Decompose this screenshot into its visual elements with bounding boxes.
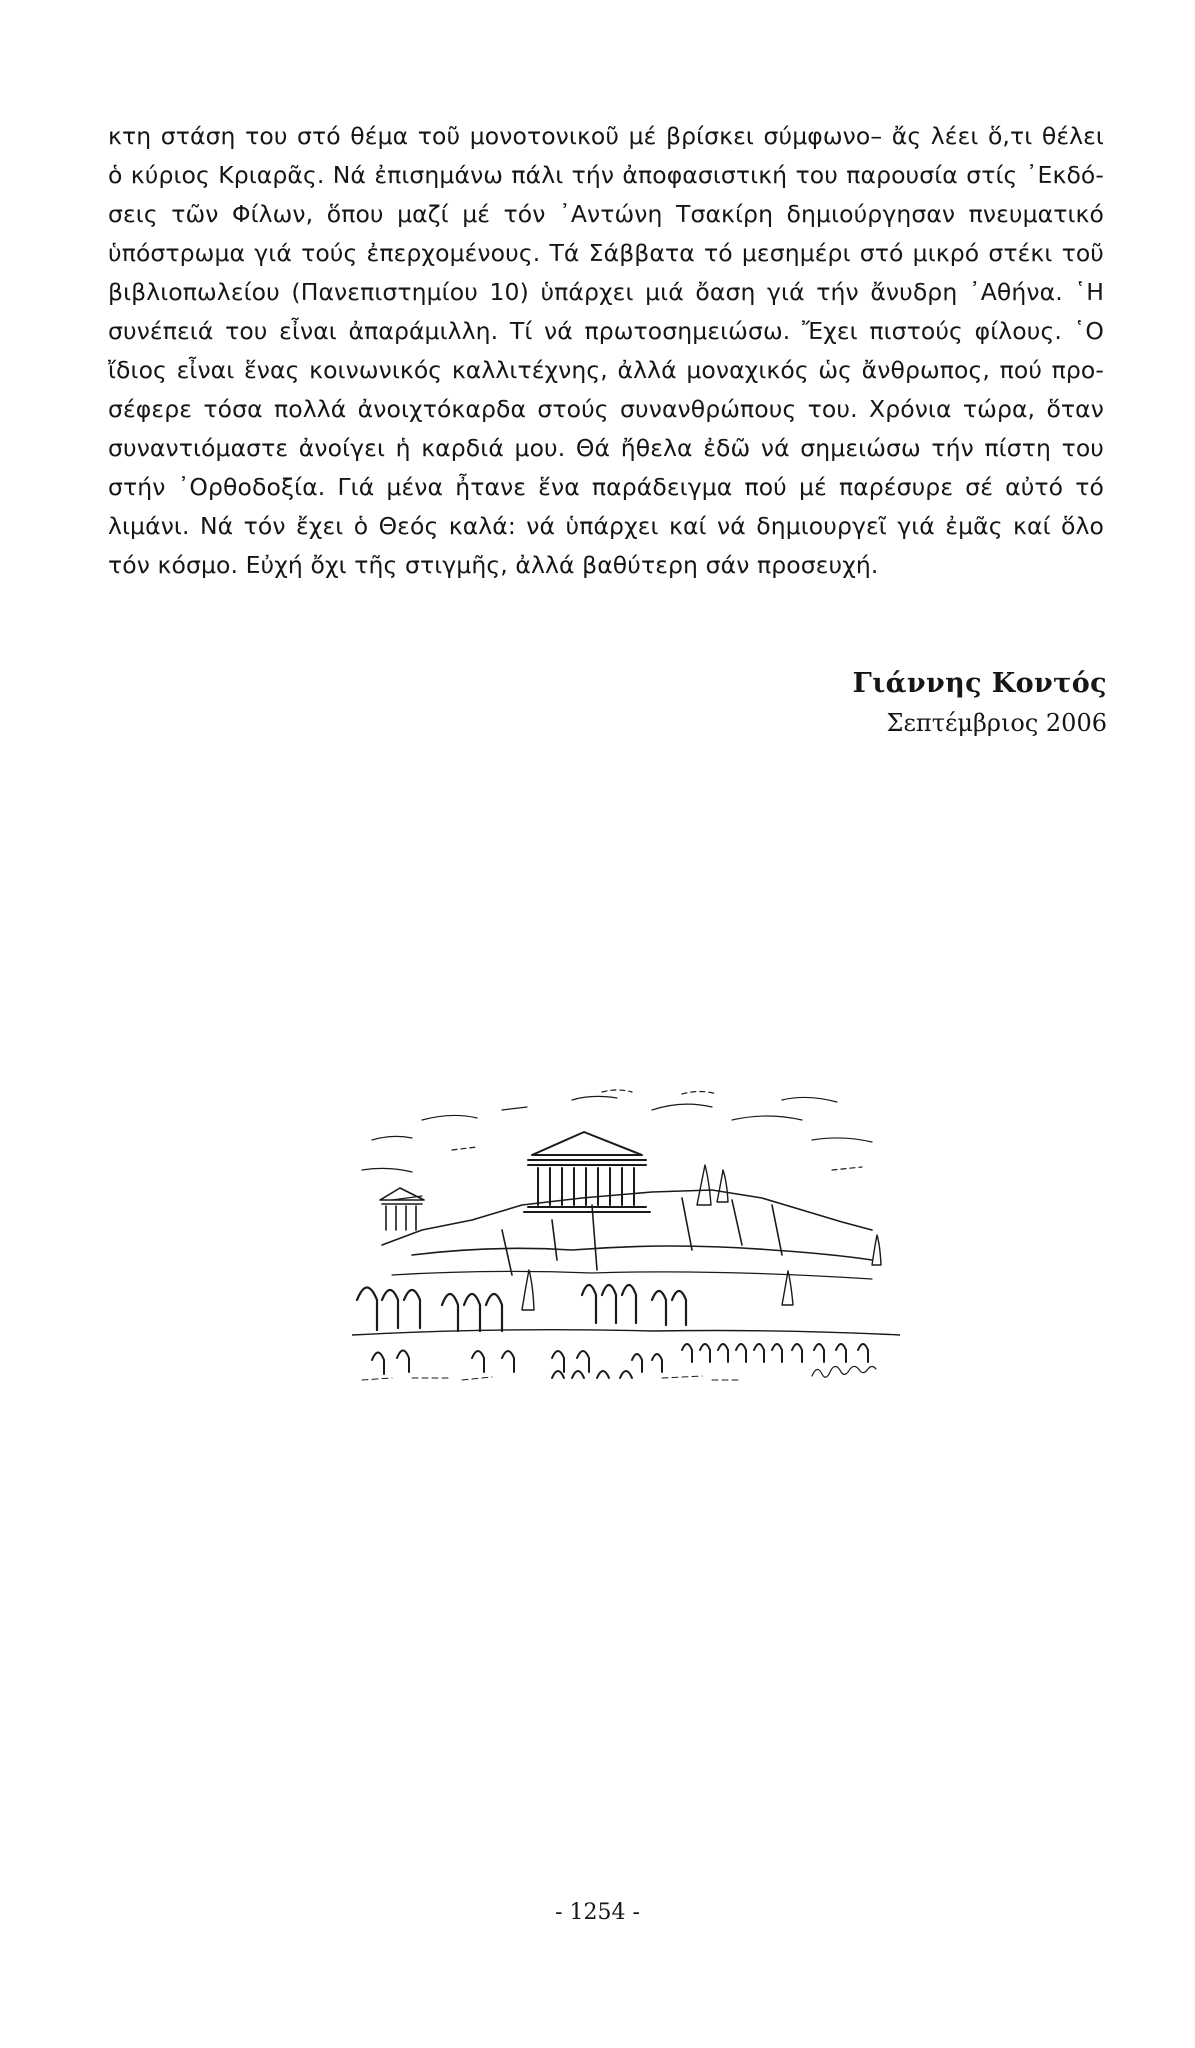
text-line: λιμάνι. Νά τόν ἔχει ὁ Θεός καλά: νά ὑπάρχει καί νά δημιουργεῖ γιά ἐμᾶς καί ὅλο <box>108 512 1104 540</box>
odeon-arcade <box>352 1285 900 1335</box>
artist-signature <box>812 1366 876 1377</box>
propylaea <box>380 1188 424 1230</box>
parthenon <box>524 1132 650 1212</box>
lower-arches <box>372 1344 868 1378</box>
text-line: βιβλιοπωλείου (Πανεπιστημίου 10) ὑπάρχει μιά ὄαση γιά τήν ἄνυδρη ᾿Αθήνα. ῾Η <box>108 278 1104 306</box>
text-line: τόν κόσμο. Εὐχή ὄχι τῆς στιγμῆς, ἀλλά βαθύτερη σάν προσευχή. <box>108 551 879 579</box>
text-line: στήν ᾿Ορθοδοξία. Γιά μένα ἦτανε ἕνα παράδειγμα πού μέ παρέσυρε σέ αὐτό τό <box>108 473 1104 501</box>
text-line: σέφερε τόσα πολλά ἀνοιχτόκαρδα στούς συνανθρώπους του. Χρόνια τώρα, ὅταν <box>108 395 1104 423</box>
text-line: σεις τῶν Φίλων, ὅπου μαζί μέ τόν ᾿Αντώνη Τσακίρη δημιούργησαν πνευματικό <box>108 200 1104 228</box>
signature-date: Σεπτέμβριος 2006 <box>886 709 1107 737</box>
text-line: συναντιόμαστε ἀνοίγει ἡ καρδιά μου. Θά ἤθελα ἐδῶ νά σημειώσω τήν πίστη του <box>108 434 1104 462</box>
text-line: ὑπόστρωμα γιά τούς ἐπερχομένους. Τά Σάββατα τό μεσημέρι στό μικρό στέκι τοῦ <box>108 239 1104 267</box>
signature-block <box>853 668 1107 737</box>
text-line: ἴδιος εἶναι ἕνας κοινωνικός καλλιτέχνης, ἀλλά μοναχικός ὡς ἄνθρωπος, πού προ- <box>108 356 1104 384</box>
cypress-trees <box>522 1165 881 1310</box>
text-line: συνέπειά του εἶναι ἀπαράμιλλη. Τί νά πρωτοσημειώσω. Ἔχει πιστούς φίλους. ῾Ο <box>108 317 1104 345</box>
page-number: - 1254 - <box>555 1900 640 1925</box>
author-name: Γιάννης Κοντός <box>852 668 1107 699</box>
text-line: ὁ κύριος Κριαρᾶς. Νά ἐπισημάνω πάλι τήν ἀποφασιστική του παρουσία στίς ᾿Εκδό- <box>108 161 1104 189</box>
text-line: κτη στάση του στό θέμα τοῦ μονοτονικοῦ μέ βρίσκει σύμφωνο– ἄς λέει ὅ,τι θέλει <box>108 122 1104 150</box>
acropolis-sketch <box>352 1080 900 1382</box>
acropolis-rock <box>382 1190 872 1279</box>
